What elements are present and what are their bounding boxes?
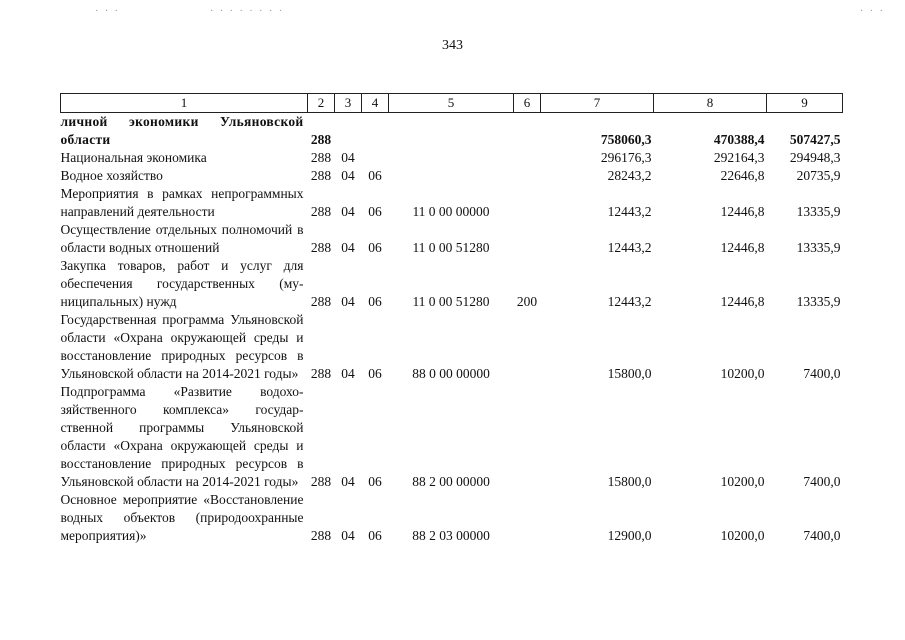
row-amount-3: 7400,0 (803, 474, 841, 489)
row-code-section: 04 (341, 528, 355, 543)
header-cell: 4 (362, 94, 389, 113)
header-cell: 1 (61, 94, 308, 113)
row-code-expense-type (514, 491, 541, 545)
row-code-target (389, 113, 514, 150)
row-name: Закупка товаров, работ и услуг для обеспечения государственных (муниципальных) нужд (60, 258, 304, 309)
row-code-target (389, 149, 514, 167)
row-code-admin: 288 (310, 474, 332, 489)
row-code-subsection: 06 (368, 168, 382, 183)
row-code-section (335, 113, 362, 150)
row-code-admin: 288 (310, 528, 332, 543)
row-amount-2: 470388,4 (713, 132, 765, 147)
row-code-target: 88 2 00 00000 (412, 474, 490, 489)
header-cell: 2 (308, 94, 335, 113)
row-code-subsection: 06 (368, 474, 382, 489)
row-code-expense-type (514, 311, 541, 383)
table-row (61, 221, 843, 257)
row-code-admin: 288 (310, 240, 332, 255)
row-code-expense-type (514, 149, 541, 167)
row-name: Осуществление отдельных полномочий в области водных отношений (60, 222, 304, 255)
row-code-admin: 288 (310, 294, 332, 309)
row-amount-2: 10200,0 (720, 474, 765, 489)
row-code-section: 04 (341, 366, 355, 381)
row-code-section: 04 (341, 204, 355, 219)
page-number: 343 (442, 38, 463, 53)
header-cell: 8 (654, 94, 767, 113)
table-row (61, 167, 843, 185)
table-row (61, 311, 843, 383)
row-code-subsection: 06 (368, 204, 382, 219)
row-code-section: 04 (341, 240, 355, 255)
table-row (61, 257, 843, 311)
row-amount-2: 22646,8 (720, 168, 765, 183)
row-amount-2: 10200,0 (720, 528, 765, 543)
row-amount-3: 13335,9 (796, 204, 841, 219)
table-row (61, 149, 843, 167)
row-code-section: 04 (341, 294, 355, 309)
row-name: личной экономики Ульяновской области (60, 114, 304, 147)
row-code-expense-type (514, 383, 541, 491)
row-name: Основное мероприятие «Восстановление водных объектов (природоохранные мероприятия)» (60, 492, 304, 543)
table-row (61, 113, 843, 150)
row-amount-3: 20735,9 (796, 168, 841, 183)
row-amount-2: 292164,3 (713, 150, 765, 165)
row-code-subsection: 06 (368, 294, 382, 309)
row-code-target: 88 2 03 00000 (412, 528, 490, 543)
header-row (61, 94, 843, 113)
row-code-admin: 288 (310, 150, 332, 165)
row-amount-1: 15800,0 (607, 366, 652, 381)
header-cell: 3 (335, 94, 362, 113)
row-code-subsection: 06 (368, 366, 382, 381)
row-amount-3: 294948,3 (789, 150, 841, 165)
row-amount-3: 7400,0 (803, 366, 841, 381)
row-amount-3: 13335,9 (796, 240, 841, 255)
row-code-target: 11 0 00 51280 (412, 240, 490, 255)
scan-speck: · · · (860, 6, 885, 17)
row-code-expense-type (514, 185, 541, 221)
row-code-subsection (362, 149, 389, 167)
row-code-subsection: 06 (368, 528, 382, 543)
row-amount-2: 12446,8 (720, 204, 765, 219)
row-amount-1: 758060,3 (600, 132, 652, 147)
row-code-admin: 288 (310, 132, 332, 147)
row-code-expense-type (514, 113, 541, 150)
row-amount-3: 13335,9 (796, 294, 841, 309)
row-code-subsection: 06 (368, 240, 382, 255)
row-code-expense-type (514, 167, 541, 185)
header-cell: 9 (767, 94, 843, 113)
row-code-section: 04 (341, 168, 355, 183)
row-amount-1: 28243,2 (607, 168, 652, 183)
row-code-target (389, 167, 514, 185)
budget-table (60, 93, 843, 545)
row-name: Водное хозяйство (60, 168, 163, 183)
scan-speck: · · · (95, 6, 120, 17)
table-row (61, 491, 843, 545)
row-code-expense-type: 200 (516, 294, 538, 309)
row-name: Национальная экономика (60, 150, 207, 165)
row-code-admin: 288 (310, 366, 332, 381)
row-amount-1: 296176,3 (600, 150, 652, 165)
row-amount-3: 507427,5 (789, 132, 841, 147)
row-amount-1: 12900,0 (607, 528, 652, 543)
row-amount-2: 12446,8 (720, 294, 765, 309)
row-amount-1: 12443,2 (607, 204, 652, 219)
row-name: Государственная программа Ульяновской области «Охрана окружающей среды и восстановление природных ресурсов в Ульяновской области на 2014-2021 годы» (60, 312, 304, 381)
row-code-target: 11 0 00 51280 (412, 294, 490, 309)
row-code-expense-type (514, 221, 541, 257)
row-amount-2: 12446,8 (720, 240, 765, 255)
table-row (61, 185, 843, 221)
header-cell: 7 (541, 94, 654, 113)
row-code-section: 04 (341, 150, 355, 165)
row-code-admin: 288 (310, 204, 332, 219)
row-code-admin: 288 (310, 168, 332, 183)
row-code-target: 11 0 00 00000 (412, 204, 490, 219)
row-amount-1: 15800,0 (607, 474, 652, 489)
header-cell: 6 (514, 94, 541, 113)
row-amount-1: 12443,2 (607, 240, 652, 255)
row-amount-1: 12443,2 (607, 294, 652, 309)
row-name: Подпрограмма «Развитие водохозяйственного комплекса» государственной программы Ульяновской области «Охрана окружающей среды и восстановление природных ресурсов в Ульяновской области на 2014-2021 годы» (60, 384, 304, 489)
row-name: Мероприятия в рамках непрограммных направлений деятельности (60, 186, 304, 219)
header-cell: 5 (389, 94, 514, 113)
row-code-subsection (362, 113, 389, 150)
row-code-target: 88 0 00 00000 (412, 366, 490, 381)
table-row (61, 383, 843, 491)
scan-speck: · · · · · · · · (210, 6, 285, 17)
row-code-section: 04 (341, 474, 355, 489)
row-amount-3: 7400,0 (803, 528, 841, 543)
row-amount-2: 10200,0 (720, 366, 765, 381)
